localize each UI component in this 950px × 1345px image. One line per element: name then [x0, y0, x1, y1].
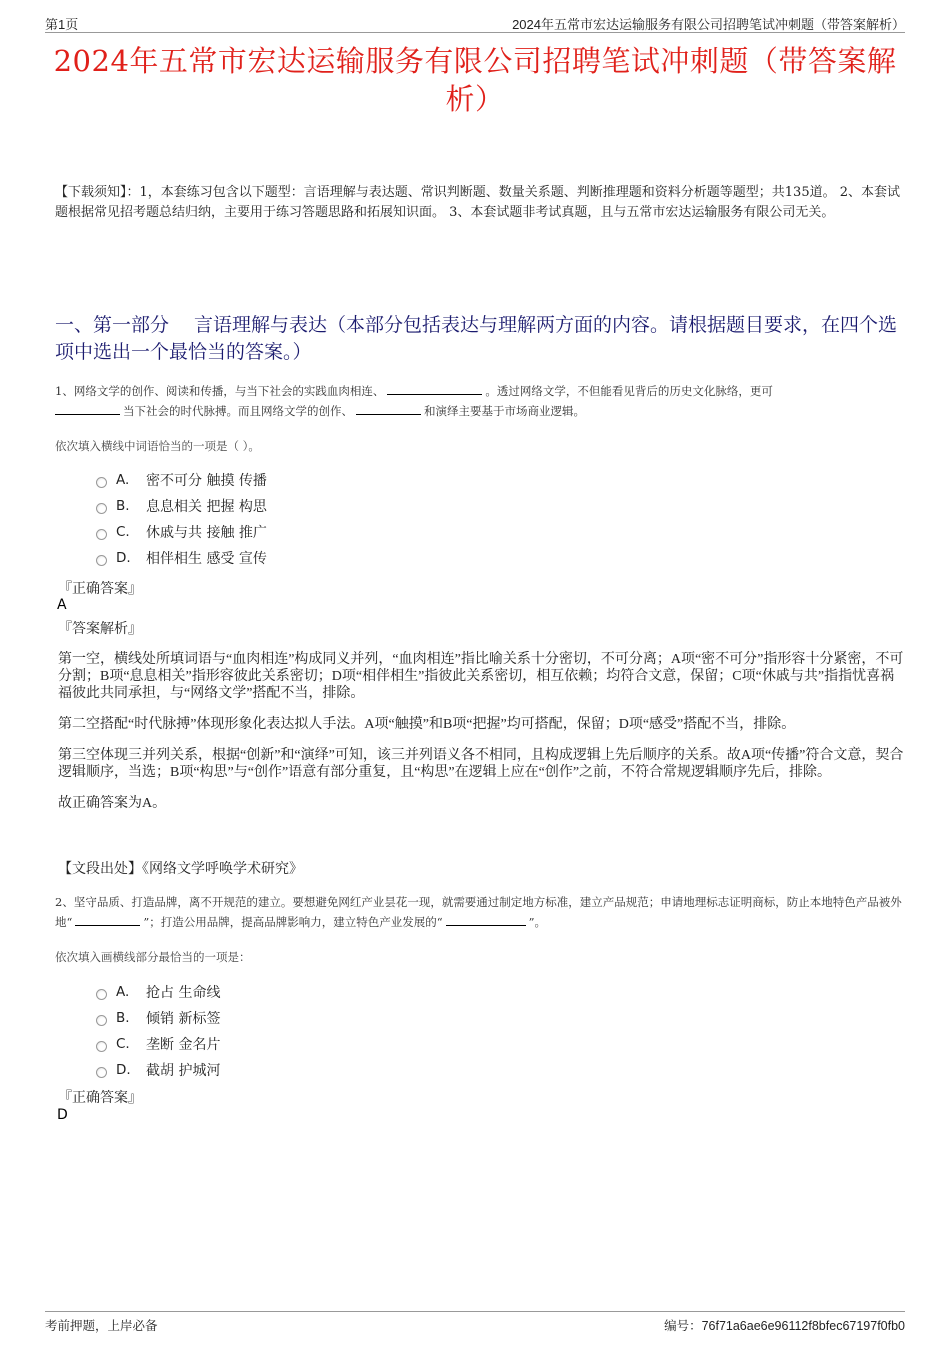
analysis-paragraph: 第一空，横线处所填词语与“血肉相连”构成同义并列，“血肉相连”指比喻关系十分密切，不可分离；A项“密不可分”指形容十分紧密，不可分割；B项“息息相关”指形容彼此关系密切；D项“相伴相生”指彼此关系密切，相互依赖；均符合文意，保留；C项“休戚与共”指指忧喜祸福彼此共同承担，与“网络文学”搭配不当，排除。 — [58, 652, 904, 701]
option-b[interactable] — [96, 1005, 220, 1031]
option-letter: B. — [116, 1010, 130, 1026]
radio-button[interactable] — [96, 989, 107, 1000]
passage-source: 【文段出处】《网络文学呼唤学术研究》 — [58, 862, 303, 877]
option-text: 相伴相生 感受 宣传 — [146, 551, 267, 567]
stem-text: 。透过网络文学，不但能看见背后的历史文化脉络，更可 — [485, 384, 773, 398]
option-c[interactable] — [96, 519, 267, 545]
question-1-options — [96, 467, 267, 571]
radio-button[interactable] — [96, 1067, 107, 1078]
question-1-stem — [55, 381, 905, 421]
option-letter: A. — [116, 984, 130, 1000]
fill-blank — [387, 382, 482, 395]
option-letter: B. — [116, 498, 130, 514]
option-letter: A. — [116, 472, 130, 488]
download-notice: 【下载须知】：1，本套练习包含以下题型：言语理解与表达题、常识判断题、数量关系题、判断推理题和资料分析题等题型；共135道。 2、本套试题根据常见招考题总结归纳，主要用于练习答题思路和拓展知识面。 3、本套试题非考试真题，且与五常市宏达运输服务有限公司无关。 — [55, 185, 900, 220]
option-text: 密不可分 触摸 传播 — [146, 473, 267, 489]
stem-text: 当下社会的时代脉搏。而且网络文学的创作、 — [123, 404, 353, 418]
correct-answer-label: 『正确答案』 — [58, 581, 142, 597]
option-d[interactable] — [96, 1057, 220, 1083]
section-title: 一、第一部分 言语理解与表达（本部分包括表达与理解两方面的内容。请根据题目要求，在四个选项中选出一个最恰当的答案。） — [55, 314, 898, 363]
stem-text: 和演绎主要基于市场商业逻辑。 — [424, 404, 585, 418]
analysis-paragraph: 第三空体现三并列关系，根据“创新”和“演绎”可知，该三并列语义各不相同，且构成逻辑上先后顺序的关系。故A项“传播”符合文意，契合逻辑顺序，当选；B项“构思”与“创作”语意有部分重复，且“构思”在逻辑上应在“创作”之前，不符合常规逻辑顺序先后，排除。 — [58, 748, 904, 780]
correct-answer-value: A — [57, 597, 67, 613]
radio-button[interactable] — [96, 555, 107, 566]
option-letter: C. — [116, 1036, 130, 1052]
radio-button[interactable] — [96, 1015, 107, 1026]
radio-button[interactable] — [96, 503, 107, 514]
document-serial: 编号：76f71a6ae6e96112f8bfec67197f0fb0 — [664, 1319, 905, 1333]
page-number: 第1页 — [45, 17, 79, 32]
radio-button[interactable] — [96, 529, 107, 540]
option-letter: D. — [116, 550, 131, 566]
fill-blank — [75, 913, 140, 926]
question-2-stem — [55, 892, 905, 932]
answer-analysis — [58, 651, 905, 826]
radio-button[interactable] — [96, 1041, 107, 1052]
option-text: 休戚与共 接触 推广 — [146, 525, 267, 541]
option-text: 息息相关 把握 构思 — [146, 499, 267, 515]
footer-slogan: 考前押题，上岸必备 — [45, 1319, 158, 1333]
radio-button[interactable] — [96, 477, 107, 488]
option-text: 抢占 生命线 — [146, 985, 221, 1001]
option-b[interactable] — [96, 493, 267, 519]
correct-answer-label: 『正确答案』 — [58, 1090, 142, 1106]
option-a[interactable] — [96, 467, 267, 493]
stem-text: 1、网络文学的创作、阅读和传播，与当下社会的实践血肉相连、 — [55, 384, 385, 398]
option-text: 截胡 护城河 — [146, 1063, 221, 1079]
option-c[interactable] — [96, 1031, 220, 1057]
option-text: 垄断 金名片 — [146, 1037, 221, 1053]
option-a[interactable] — [96, 979, 220, 1005]
analysis-paragraph: 故正确答案为A。 — [58, 796, 167, 811]
analysis-paragraph: 第二空搭配“时代脉搏”体现形象化表达拟人手法。A项“触摸”和B项“把握”均可搭配，保留；D项“感受”搭配不当，排除。 — [58, 717, 796, 732]
option-letter: D. — [116, 1062, 131, 1078]
header-doc-title: 2024年五常市宏达运输服务有限公司招聘笔试冲刺题（带答案解析） — [512, 17, 905, 32]
question-1-prompt: 依次填入横线中词语恰当的一项是（ ）。 — [55, 439, 260, 453]
stem-text: ”。 — [528, 915, 547, 929]
fill-blank — [55, 402, 120, 415]
analysis-label: 『答案解析』 — [58, 621, 142, 637]
fill-blank — [446, 913, 526, 926]
option-text: 倾销 新标签 — [146, 1011, 221, 1027]
stem-text: ”；打造公用品牌，提高品牌影响力，建立特色产业发展的“ — [143, 915, 443, 929]
page-header — [45, 14, 905, 33]
question-2-options — [96, 979, 220, 1083]
document-title: 2024年五常市宏达运输服务有限公司招聘笔试冲刺题（带答案解析） — [53, 44, 897, 116]
question-2-prompt: 依次填入画横线部分最恰当的一项是： — [55, 950, 251, 964]
option-d[interactable] — [96, 545, 267, 571]
page-footer — [45, 1311, 905, 1333]
option-letter: C. — [116, 524, 130, 540]
stem-text: 2、坚守品质、打造品牌，离不开规范的建立。要想避免网红产业昙花一现，就需要通过制定地方标准，建立产品规范；申请地理标志证明商标，防止本地特色产品被外地“ — [55, 895, 902, 929]
fill-blank — [356, 402, 421, 415]
correct-answer-value: D — [57, 1107, 68, 1123]
